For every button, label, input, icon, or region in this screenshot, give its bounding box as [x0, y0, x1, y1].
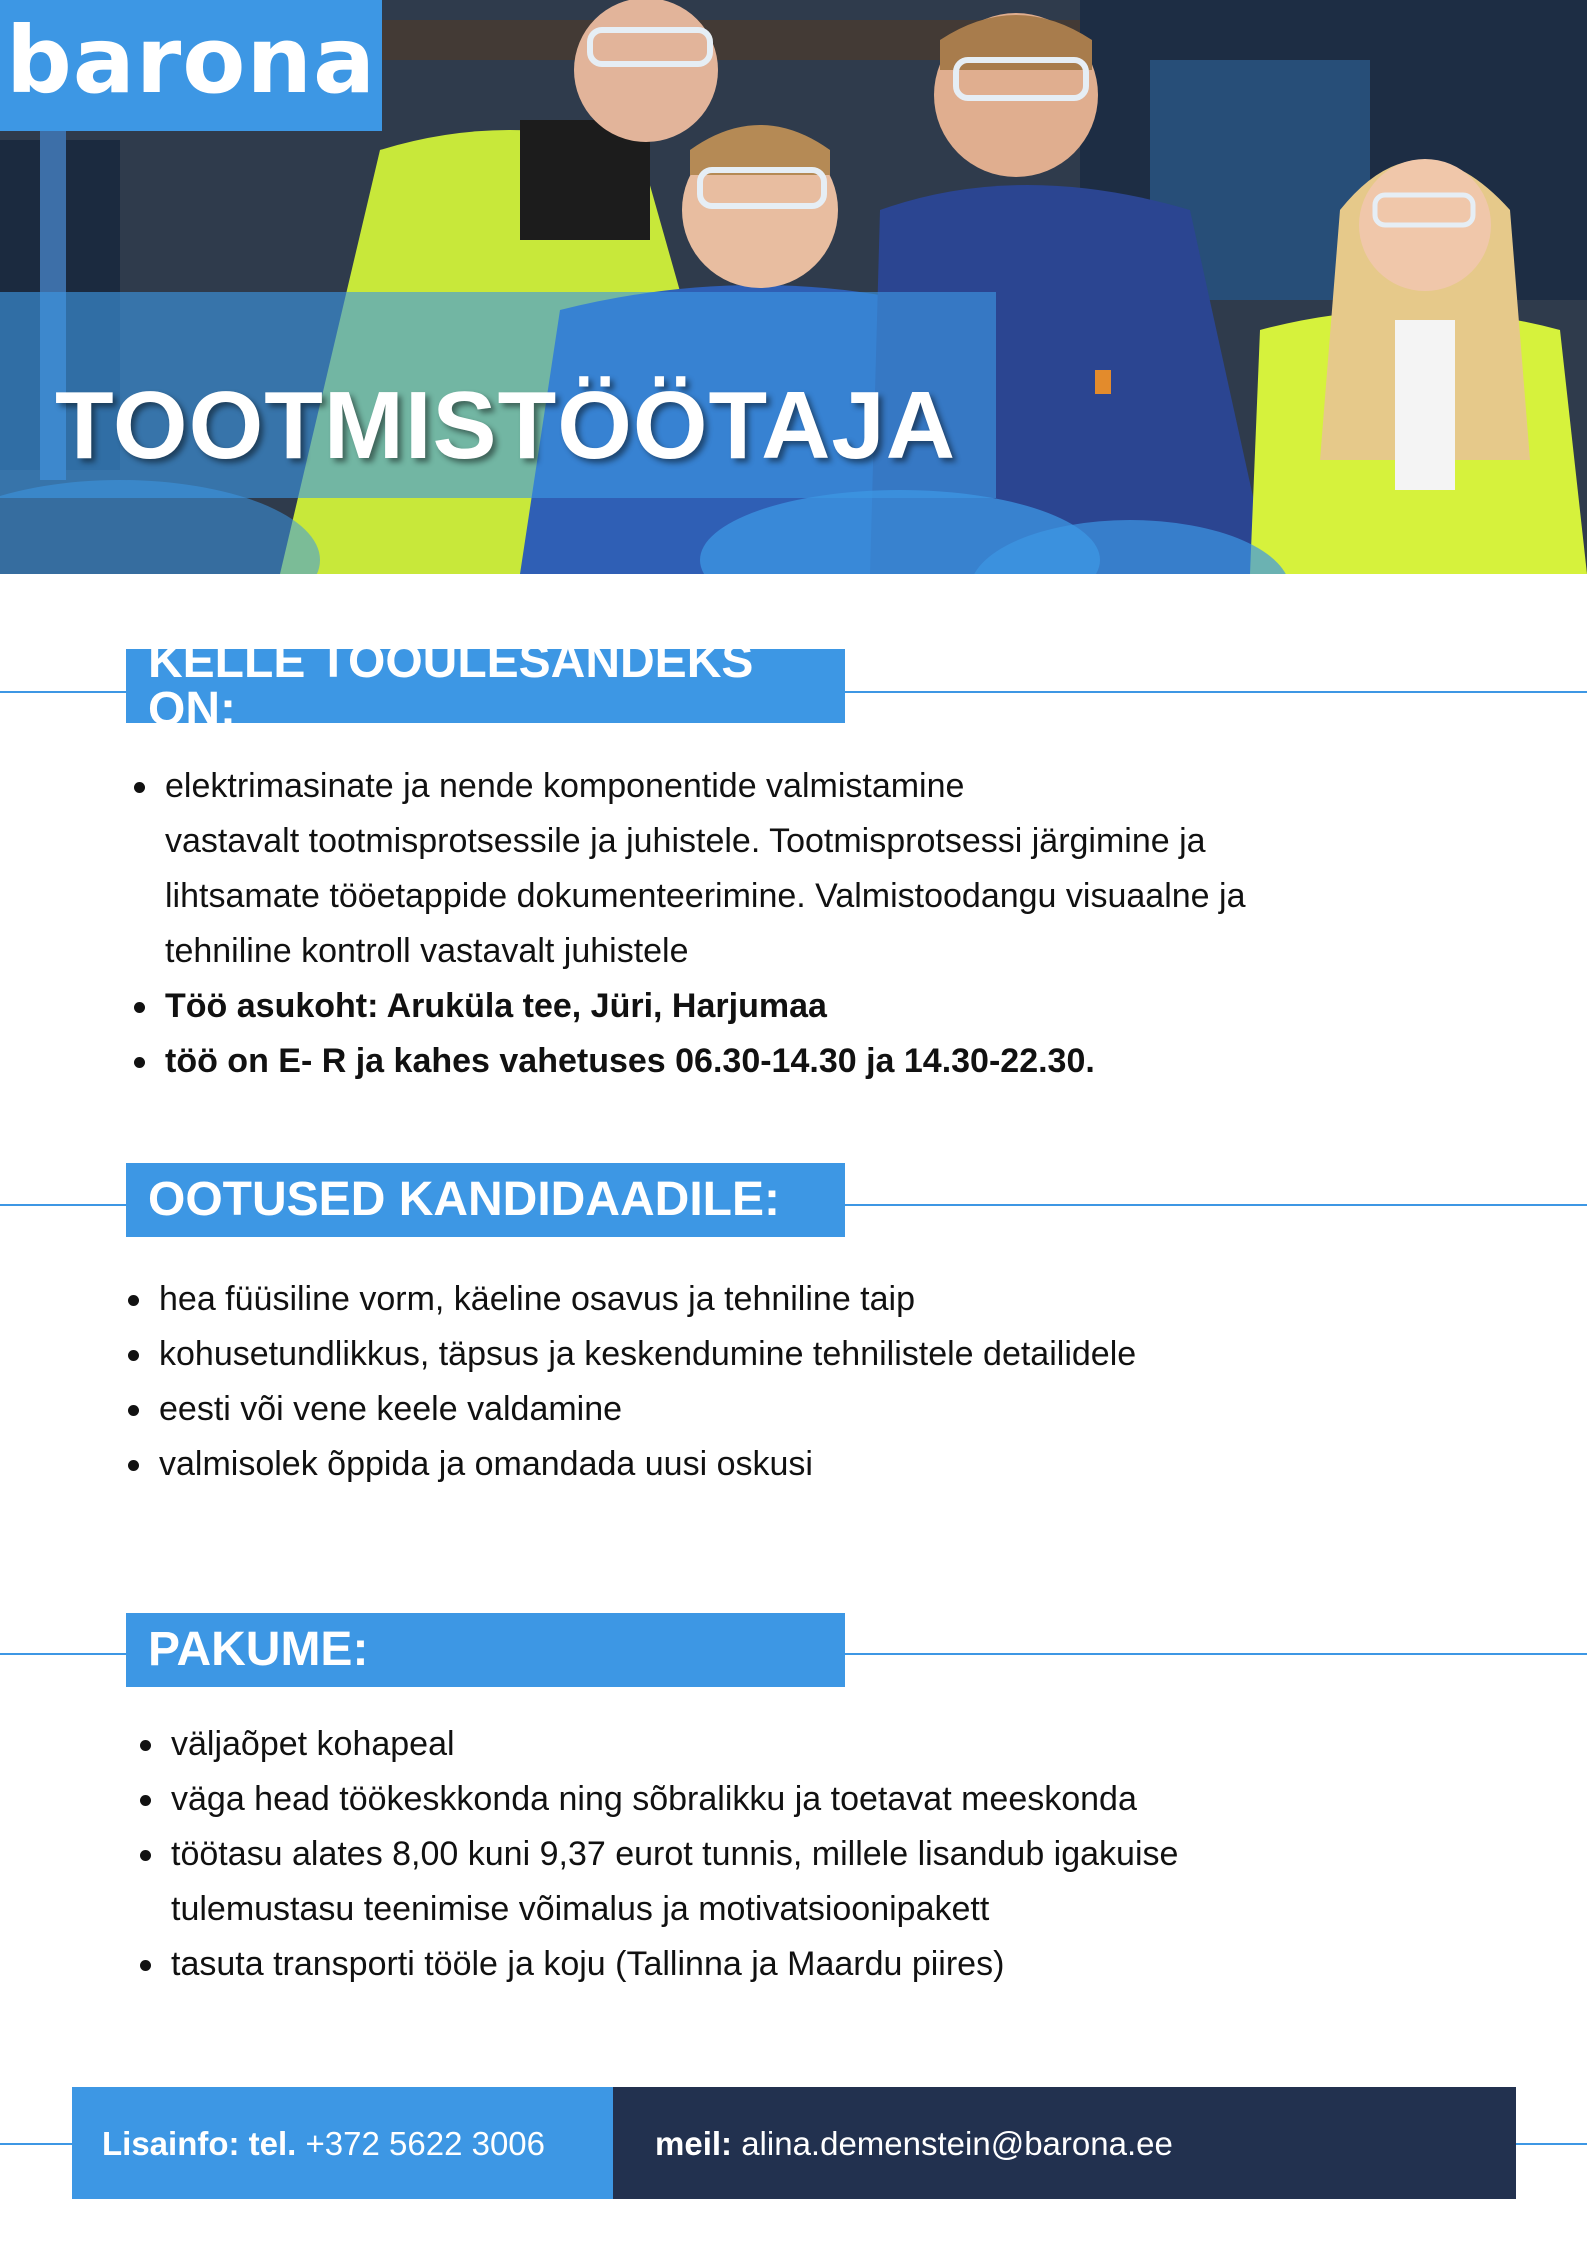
email-address[interactable]: alina.demenstein@barona.ee [741, 2124, 1173, 2162]
list-item: elektrimasinate ja nende komponentide valmistamine vastavalt tootmisprotsessile ja juhistele. Tootmisprotsessi järgimine ja lihtsamate tööetappide dokumenteerimine. Valmistoodangu visuaalne ja tehniline kontroll vastavalt juhistele [131, 759, 1245, 979]
phone-number[interactable]: +372 5622 3006 [305, 2124, 546, 2162]
hero-banner [0, 0, 1587, 574]
section-heading-text: OOTUSED KANDIDAADILE: [148, 1173, 780, 1226]
logo-text: barona [5, 6, 377, 114]
list-item: valmisolek õppida ja omandada uusi oskusi [125, 1437, 1136, 1492]
section-heading-text: PAKUME: [148, 1623, 369, 1676]
list-item: kohusetundlikkus, täpsus ja keskendumine tehnilistele detailidele [125, 1327, 1136, 1382]
list-item: töötasu alates 8,00 kuni 9,37 eurot tunnis, millele lisandub igakuise tulemustasu teenimise võimalus ja motivatsioonipakett [137, 1827, 1178, 1937]
email-label: meil: [655, 2124, 733, 2162]
list-item: tasuta transporti tööle ja koju (Tallinna ja Maardu piires) [137, 1937, 1178, 1992]
list-item: töö on E- R ja kahes vahetuses 06.30-14.30 ja 14.30-22.30. [131, 1034, 1245, 1089]
page-title: TOOTMISTÖÖTAJA [55, 372, 957, 479]
section-heading-offer [126, 1613, 845, 1687]
contact-phone-box [72, 2087, 613, 2199]
list-item: eesti või vene keele valdamine [125, 1382, 1136, 1437]
phone-label: Lisainfo: tel. [102, 2124, 297, 2162]
expectations-list [125, 1272, 1136, 1492]
section-heading-text: KELLE TÖÖÜLESANDEKS ON: [148, 635, 754, 736]
list-item: väga head töökeskkonda ning sõbralikku ja toetavat meeskonda [137, 1772, 1178, 1827]
section-heading-expectations [126, 1163, 845, 1237]
barona-logo [0, 0, 382, 131]
contact-email-box [613, 2087, 1516, 2199]
list-item: väljaõpet kohapeal [137, 1717, 1178, 1772]
section-heading-tasks [126, 635, 845, 736]
list-item: hea füüsiline vorm, käeline osavus ja tehniline taip [125, 1272, 1136, 1327]
tasks-list [131, 759, 1245, 1089]
list-item: Töö asukoht: Aruküla tee, Jüri, Harjumaa [131, 979, 1245, 1034]
offer-list [137, 1717, 1178, 1992]
